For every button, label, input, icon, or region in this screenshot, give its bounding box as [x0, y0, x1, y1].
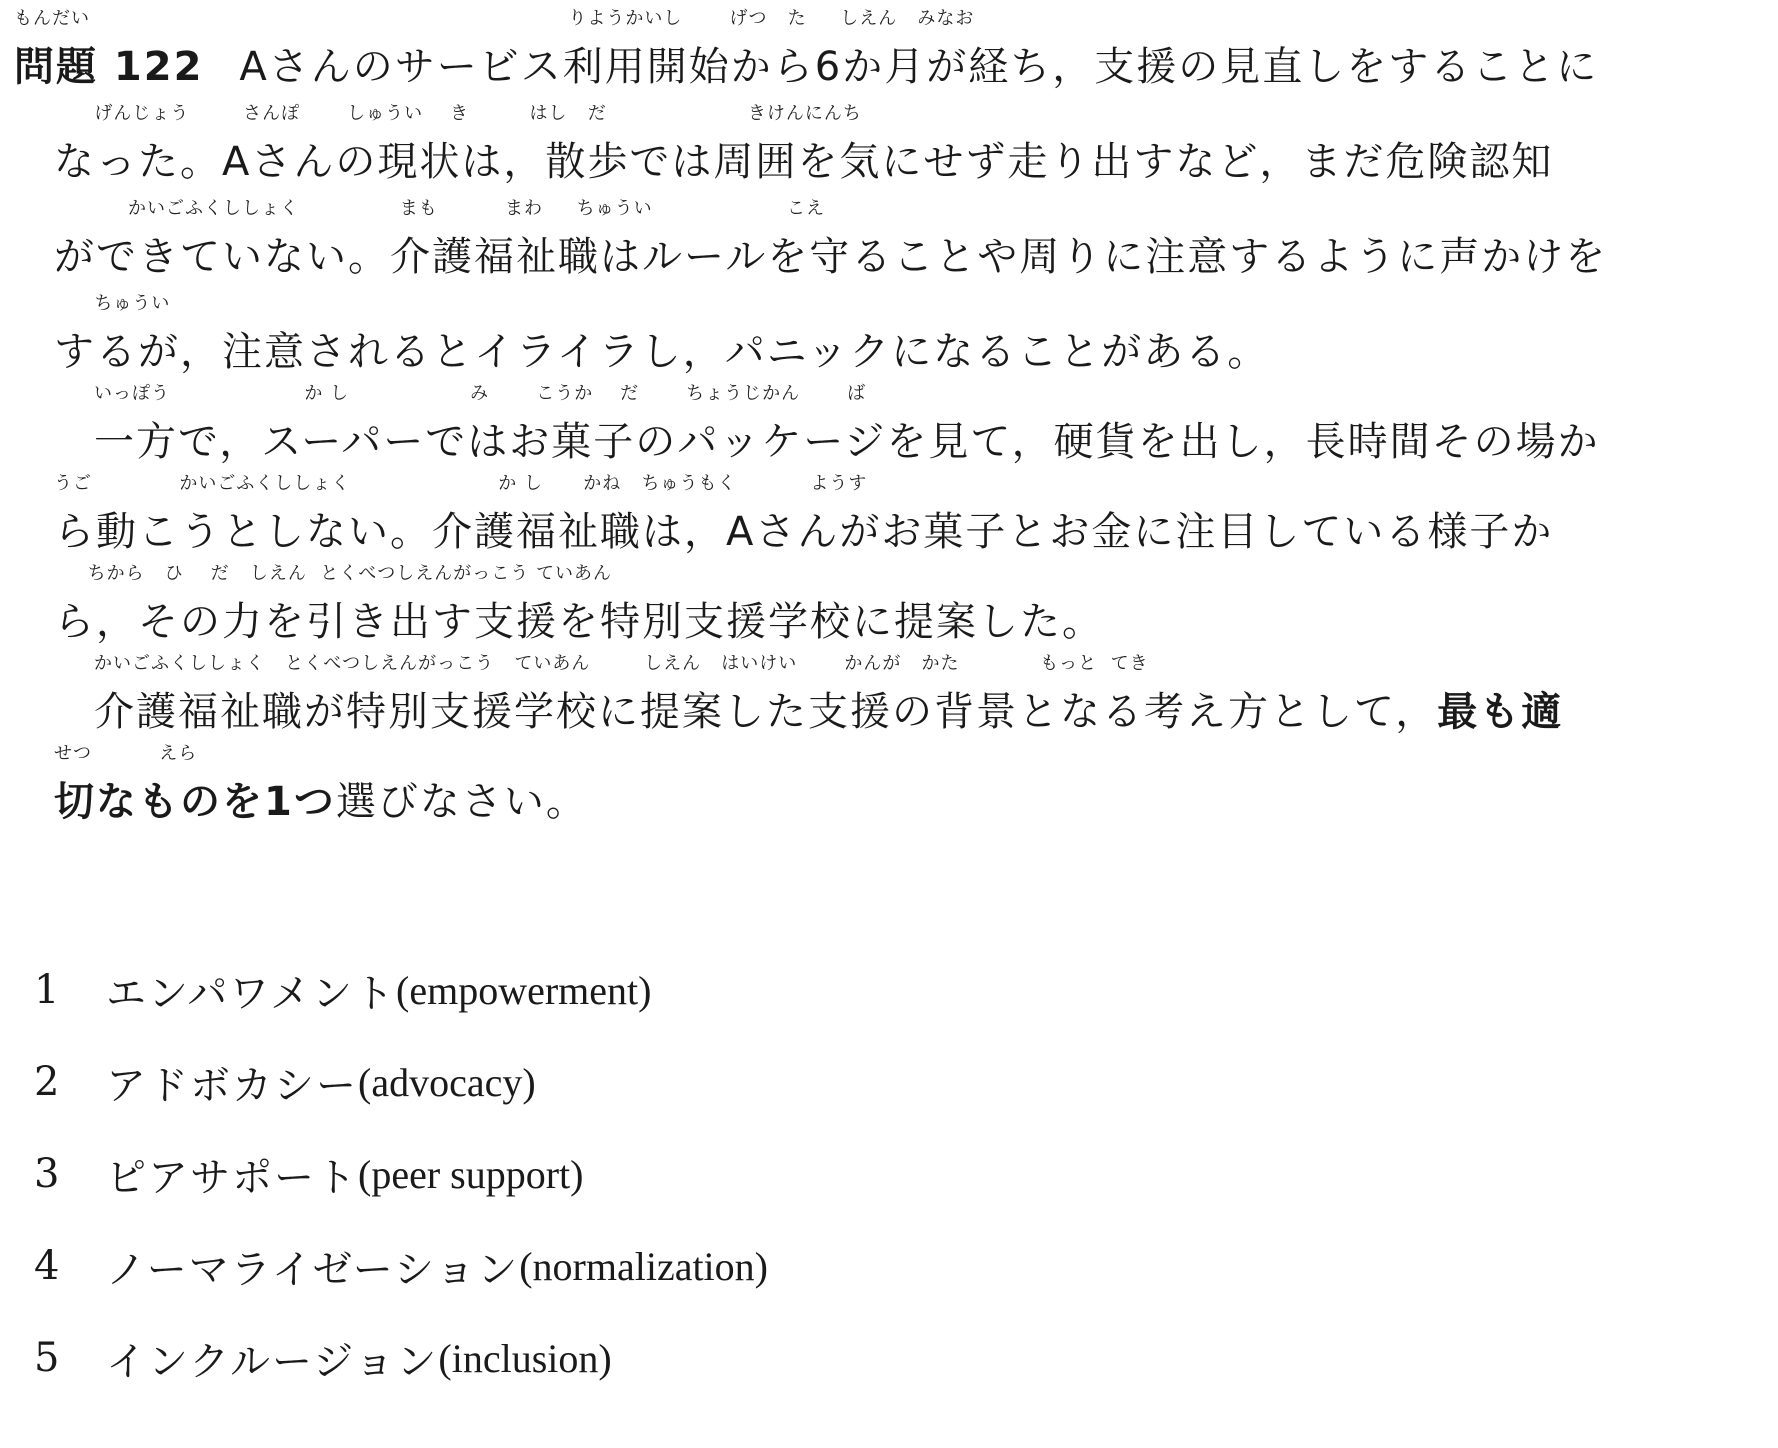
choice-number: 2	[34, 1059, 60, 1105]
ruby-line-2: げんじょう さんぽ しゅうい き はし だ きけんにんち	[54, 103, 862, 124]
question-text-line-7: ら，その力を引き出す支援を特別支援学校に提案した。	[54, 599, 1104, 645]
question-emphasis-2: 切なものを1つ	[54, 779, 336, 825]
ruby-line-7: ちから ひ だ しえん とくべつしえんがっこう ていあん	[54, 563, 612, 584]
ruby-line-5: いっぽう か し み こうか だ ちょうじかん ば	[94, 383, 867, 404]
question-text-line-5: 一方で，スーパーではお菓子のパッケージを見て，硬貨を出し，長時間その場か	[94, 419, 1600, 465]
choice-number: 5	[34, 1335, 60, 1381]
question-text-line-1: Aさんのサービス利用開始から6か月が経ち，支援の見直しをすることに	[239, 44, 1599, 90]
choice-label: ノーマライゼーション	[106, 1246, 520, 1293]
question-text-line-9: 選びなさい。	[335, 779, 588, 825]
ruby-line-4: ちゅうい	[54, 293, 171, 314]
choice-number: 1	[34, 967, 60, 1013]
choice-label: エンパワメント	[106, 970, 396, 1017]
ruby-line-3: かいごふくししょく まも まわ ちゅうい こえ	[54, 198, 826, 219]
choice-number: 3	[34, 1151, 60, 1197]
choice-english: (peer support)	[358, 1151, 584, 1197]
choice-number: 4	[34, 1243, 60, 1289]
question-text-line-8: 介護福祉職が特別支援学校に提案した支援の背景となる考え方として，	[94, 689, 1438, 735]
question-text-line-2: なった。Aさんの現状は，散歩では周囲を気にせず走り出すなど，まだ危険認知	[54, 139, 1554, 185]
choice-2[interactable]	[34, 1052, 536, 1112]
question-number: 問題 122	[14, 44, 204, 90]
question-text-line-4: するが，注意されるとイライラし，パニックになることがある。	[54, 329, 1270, 375]
ruby-line-1: りようかいし げつ た しえん みなお	[434, 8, 975, 29]
question-text-line-6: ら動こうとしない。介護福祉職は，Aさんがお菓子とお金に注目している様子か	[54, 509, 1554, 555]
ruby-number: もんだい	[14, 8, 90, 29]
choice-1[interactable]	[34, 960, 651, 1020]
choice-label: アドボカシー	[106, 1062, 358, 1109]
ruby-line-6: うご かいごふくししょく か し かね ちゅうもく ようす	[54, 473, 868, 494]
choice-4[interactable]	[34, 1236, 768, 1296]
choice-english: (inclusion)	[438, 1335, 612, 1381]
choice-3[interactable]	[34, 1144, 583, 1204]
choice-english: (advocacy)	[358, 1059, 536, 1105]
question-text-line-3: ができていない。介護福祉職はルールを守ることや周りに注意するように声かけを	[54, 234, 1608, 280]
choice-5[interactable]	[34, 1328, 612, 1388]
choice-label: ピアサポート	[106, 1154, 358, 1201]
choice-label: インクルージョン	[106, 1338, 439, 1385]
choice-english: (empowerment)	[396, 967, 652, 1013]
choice-english: (normalization)	[519, 1243, 768, 1289]
ruby-line-9: せつ えら	[54, 743, 198, 764]
ruby-line-8: かいごふくししょく とくべつしえんがっこう ていあん しえん はいけい かんが かた もっと てき	[94, 653, 1149, 674]
question-emphasis-1: 最も適	[1437, 689, 1564, 735]
